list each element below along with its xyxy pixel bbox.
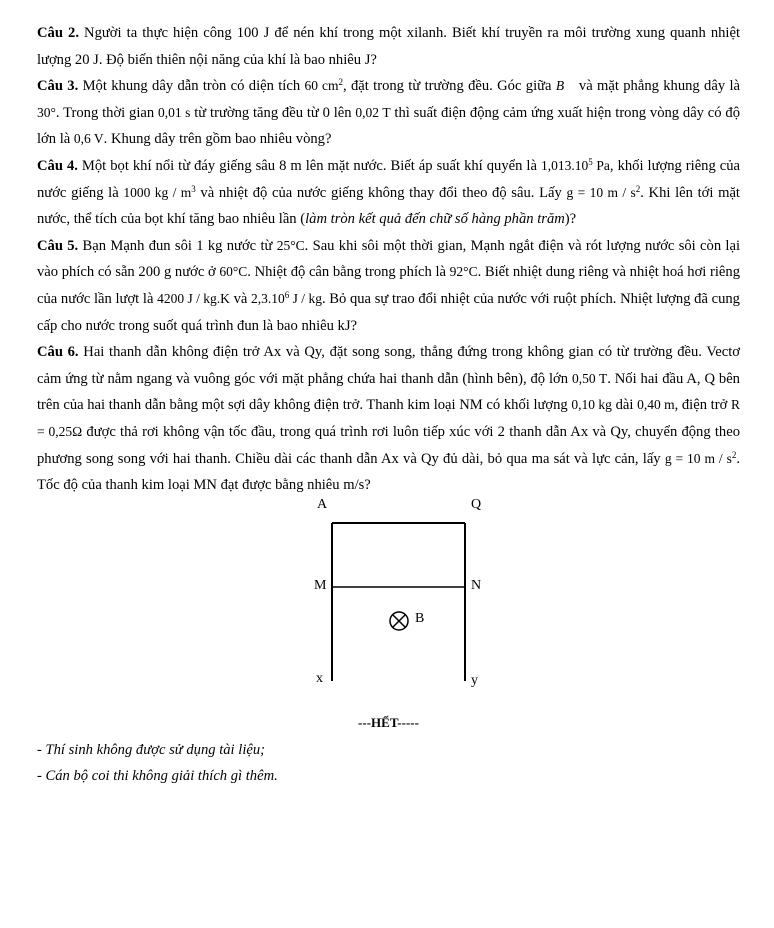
question-3 bbox=[37, 73, 740, 153]
vector-b-symbol: B⃗ bbox=[555, 78, 575, 94]
gravity-exponent: 2 bbox=[731, 449, 737, 460]
question-5-text: . Nhiệt độ cân bằng trong phích là bbox=[247, 264, 450, 281]
question-6 bbox=[37, 339, 740, 499]
question-3-text: . Trong thời gian bbox=[55, 104, 158, 121]
label-a: A bbox=[317, 496, 328, 512]
latent-heat: 2,3.10 bbox=[251, 290, 285, 306]
question-5 bbox=[37, 233, 740, 339]
label-n: N bbox=[471, 577, 482, 593]
length-value: 0,40 m bbox=[637, 397, 675, 413]
question-6-label: Câu 6. bbox=[37, 344, 79, 361]
temp-equilibrium: 92°C bbox=[449, 264, 478, 280]
density-exponent: 3 bbox=[191, 183, 196, 194]
question-5-text: và bbox=[229, 290, 252, 307]
question-4-label: Câu 4. bbox=[37, 157, 78, 174]
question-3-text: thì suất điện động cảm ứng xuất hiện trong vòng dây có độ lớn là bbox=[37, 104, 740, 148]
latent-heat-exponent: 6 bbox=[284, 289, 290, 300]
question-6-text: , điện trở bbox=[674, 397, 731, 414]
label-m: M bbox=[314, 577, 327, 593]
question-6-text: dài bbox=[611, 397, 638, 414]
specific-heat: 4200 J / kg.K bbox=[157, 290, 230, 306]
pressure-value: 1,013.10 bbox=[540, 157, 589, 173]
question-5-text: . Sau khi sôi một thời gian, Mạnh ngắt điện và rót lượng nước sôi còn lại vào phích có sẵn 200 g nước ở bbox=[37, 237, 741, 281]
question-4-text: Một bọt khí nổi từ đáy giếng sâu 8 m lên mặt nước. Biết áp suất khí quyển là bbox=[77, 157, 541, 174]
question-6-text: Hai thanh dẫn không điện trở Ax và Qy, đặt song song, thẳng đứng trong không gian có từ trường đều. Vectơ cảm ứng từ nằm ngang và vuông góc với mặt phẳng chứa hai thanh dẫn (hình bên), độ lớn bbox=[37, 344, 741, 387]
rounding-note: làm tròn kết quả đến chữ số hàng phần trăm bbox=[305, 211, 565, 228]
question-3-text: , đặt trong từ trường đều. Góc giữa bbox=[343, 78, 556, 95]
question-5-text: . Bỏ qua sự trao đổi nhiệt của nước với ruột phích. Nhiệt lượng đã cung cấp cho nước trong suốt quá trình đun là bao nhiêu kJ? bbox=[37, 290, 740, 334]
question-4-text: , khối lượng riêng của nước giếng là bbox=[37, 157, 741, 201]
temp-initial: 25°C bbox=[276, 237, 305, 253]
pressure-exponent: 5 bbox=[588, 156, 593, 167]
label-x: x bbox=[316, 670, 323, 686]
question-6-text: . Tốc độ của thanh kim loại MN đạt được bằng nhiêu m/s? bbox=[37, 450, 740, 494]
question-5-text: Bạn Mạnh đun sôi 1 kg nước từ bbox=[78, 237, 277, 254]
question-5-label: Câu 5. bbox=[37, 237, 79, 254]
area-value: 60 cm bbox=[304, 78, 339, 94]
label-y: y bbox=[471, 672, 478, 688]
temp-flask: 60°C bbox=[219, 264, 248, 280]
angle-value: 30° bbox=[37, 104, 56, 120]
note-1: - Thí sinh không được sử dụng tài liệu; bbox=[37, 741, 266, 758]
question-3-text: Một khung dây dẫn tròn có diện tích bbox=[78, 78, 305, 95]
label-b: B bbox=[415, 610, 425, 626]
question-3-text: và mặt phẳng khung dây là bbox=[574, 78, 740, 95]
question-4-text: và nhiệt độ của nước giếng không thay đổi theo độ sâu. Lấy bbox=[195, 184, 567, 201]
mass-value: 0,10 kg bbox=[571, 397, 612, 413]
question-3-label: Câu 3. bbox=[37, 78, 79, 95]
latent-heat-unit: J / kg bbox=[289, 290, 322, 306]
area-exponent: 2 bbox=[338, 77, 344, 88]
question-5-text: . Biết nhiệt dung riêng và nhiệt hoá hơi riêng của nước lần lượt là bbox=[37, 264, 740, 307]
rails-figure bbox=[37, 496, 740, 709]
density-value: 1000 kg / m bbox=[123, 184, 192, 200]
exam-page bbox=[37, 20, 740, 790]
field-value: 0,02 T bbox=[355, 104, 391, 120]
end-mark bbox=[37, 709, 740, 737]
b-value: 0,50 T bbox=[571, 370, 608, 386]
end-mark-text: ---HẾT----- bbox=[358, 714, 419, 730]
question-4-text: . Khi lên tới mặt nước, thể tích của bọt khí tăng bao nhiêu lần ( bbox=[37, 184, 740, 228]
note-2: - Cán bộ coi thi không giải thích gì thêm. bbox=[37, 768, 278, 785]
question-3-text: từ trường tăng đều từ 0 lên bbox=[190, 104, 356, 121]
gravity-exponent: 2 bbox=[635, 183, 641, 194]
gravity-value: g = 10 m / s bbox=[664, 450, 732, 466]
question-2-label: Câu 2. bbox=[37, 25, 79, 41]
question-4-text: )? bbox=[564, 211, 577, 228]
pressure-unit: Pa bbox=[592, 157, 610, 173]
question-3-text: . Khung dây trên gồm bao nhiêu vòng? bbox=[103, 131, 332, 148]
label-q: Q bbox=[471, 496, 482, 512]
emf-value: 0,6 V bbox=[73, 131, 104, 147]
question-2 bbox=[37, 20, 740, 73]
rails-diagram bbox=[37, 496, 740, 709]
question-6-text: . Nối hai đầu A, Q bên trên của hai thanh dẫn bằng một sợi dây không điện trở. Thanh kim loại NM có khối lượng bbox=[37, 370, 740, 414]
question-2-text: Người ta thực hiện công 100 J để nén khí trong một xilanh. Biết khí truyền ra môi trường xung quanh nhiệt lượng 20 J. Độ biến thiên nội năng của khí là bao nhiêu J? bbox=[37, 25, 741, 68]
resistance-value: R = 0,25Ω bbox=[37, 397, 740, 439]
time-value: 0,01 s bbox=[157, 104, 191, 120]
gravity-value: g = 10 m / s bbox=[566, 184, 636, 200]
question-4 bbox=[37, 153, 740, 233]
question-6-text: được thả rơi không vận tốc đầu, trong quá trình rơi luôn tiếp xúc với 2 thanh dẫn Ax và Qy, chuyển động theo phương song song với hai thanh. Chiều dài các thanh dẫn Ax và Qy đủ dài, bỏ qua ma sát và lực cản, lấy bbox=[37, 423, 740, 467]
